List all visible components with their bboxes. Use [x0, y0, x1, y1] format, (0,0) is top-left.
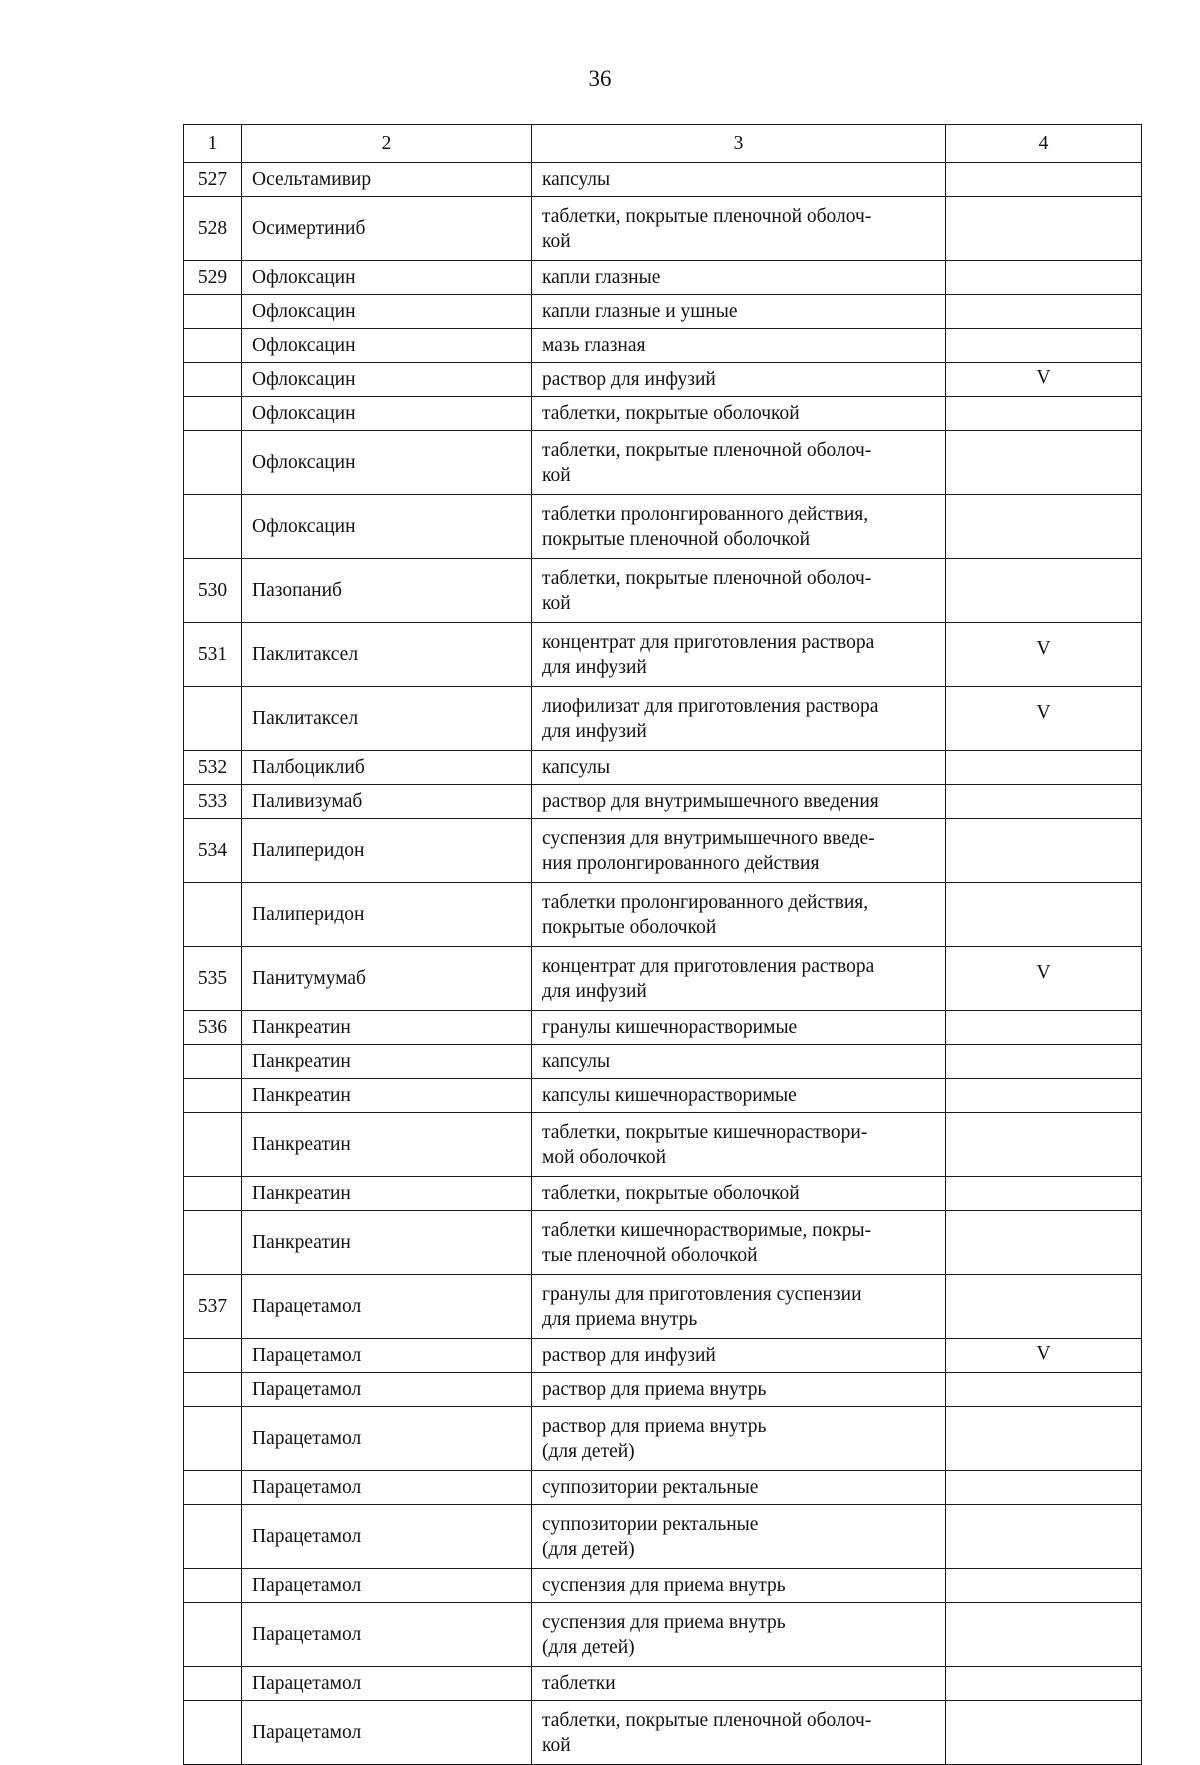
- mark-cell: [946, 1079, 1142, 1113]
- mark-cell: [946, 197, 1142, 261]
- mark-cell: V: [946, 363, 1142, 397]
- drug-name-cell: Панкреатин: [242, 1211, 532, 1275]
- table-row: [184, 785, 1142, 819]
- table-row: [184, 261, 1142, 295]
- table-body: [184, 125, 1142, 1765]
- table-row: [184, 1373, 1142, 1407]
- drug-name-cell: Панкреатин: [242, 1011, 532, 1045]
- drug-number-cell: [184, 329, 242, 363]
- table-row: [184, 495, 1142, 559]
- table-row: [184, 1667, 1142, 1701]
- dosage-form-cell: суппозитории ректальные (для детей): [532, 1505, 946, 1569]
- dosage-form-cell: капли глазные и ушные: [532, 295, 946, 329]
- mark-cell: [946, 261, 1142, 295]
- dosage-form-cell: капли глазные: [532, 261, 946, 295]
- drug-number-cell: 532: [184, 751, 242, 785]
- dosage-form-cell: таблетки, покрытые кишечнораствори- мой оболочкой: [532, 1113, 946, 1177]
- drug-number-cell: [184, 1211, 242, 1275]
- drug-number-cell: 533: [184, 785, 242, 819]
- drug-number-cell: [184, 1373, 242, 1407]
- mark-cell: [946, 397, 1142, 431]
- table-row: [184, 559, 1142, 623]
- mark-cell: [946, 1113, 1142, 1177]
- drug-name-cell: Парацетамол: [242, 1471, 532, 1505]
- table-row: [184, 623, 1142, 687]
- dosage-form-cell: таблетки, покрытые оболочкой: [532, 397, 946, 431]
- drug-number-cell: [184, 1339, 242, 1373]
- mark-cell: [946, 329, 1142, 363]
- mark-cell: [946, 495, 1142, 559]
- dosage-form-cell: раствор для внутримышечного введения: [532, 785, 946, 819]
- header-cell-name: 2: [242, 125, 532, 163]
- drug-number-cell: 529: [184, 261, 242, 295]
- mark-cell: V: [946, 947, 1142, 1011]
- mark-cell: [946, 1505, 1142, 1569]
- drug-number-cell: [184, 1177, 242, 1211]
- dosage-form-cell: таблетки, покрытые пленочной оболоч- кой: [532, 431, 946, 495]
- dosage-form-cell: раствор для инфузий: [532, 363, 946, 397]
- drug-number-cell: [184, 1701, 242, 1765]
- mark-cell: [946, 785, 1142, 819]
- drug-name-cell: Осимертиниб: [242, 197, 532, 261]
- drug-name-cell: Панкреатин: [242, 1045, 532, 1079]
- header-cell-number: 1: [184, 125, 242, 163]
- mark-cell: [946, 1407, 1142, 1471]
- table-row: [184, 329, 1142, 363]
- mark-cell: [946, 559, 1142, 623]
- drug-number-cell: [184, 1045, 242, 1079]
- drug-name-cell: Офлоксацин: [242, 295, 532, 329]
- drug-name-cell: Парацетамол: [242, 1667, 532, 1701]
- table-row: [184, 1339, 1142, 1373]
- mark-cell: [946, 1373, 1142, 1407]
- dosage-form-cell: суспензия для приема внутрь: [532, 1569, 946, 1603]
- table-row: [184, 1079, 1142, 1113]
- dosage-form-cell: лиофилизат для приготовления раствора для инфузий: [532, 687, 946, 751]
- mark-cell: [946, 1275, 1142, 1339]
- drug-name-cell: Офлоксацин: [242, 431, 532, 495]
- mark-cell: [946, 819, 1142, 883]
- drug-number-cell: 535: [184, 947, 242, 1011]
- dosage-form-cell: концентрат для приготовления раствора для инфузий: [532, 947, 946, 1011]
- table-row: [184, 363, 1142, 397]
- drug-number-cell: [184, 397, 242, 431]
- drug-number-cell: [184, 431, 242, 495]
- mark-cell: V: [946, 1339, 1142, 1373]
- drug-name-cell: Паклитаксел: [242, 687, 532, 751]
- dosage-form-cell: капсулы: [532, 1045, 946, 1079]
- drug-name-cell: Парацетамол: [242, 1275, 532, 1339]
- drug-number-cell: [184, 1113, 242, 1177]
- mark-cell: [946, 1603, 1142, 1667]
- dosage-form-cell: раствор для приема внутрь: [532, 1373, 946, 1407]
- mark-cell: [946, 1211, 1142, 1275]
- table-row: [184, 1603, 1142, 1667]
- drug-number-cell: 531: [184, 623, 242, 687]
- table-row: [184, 397, 1142, 431]
- mark-cell: [946, 1701, 1142, 1765]
- drug-name-cell: Офлоксацин: [242, 495, 532, 559]
- drug-number-cell: 537: [184, 1275, 242, 1339]
- mark-cell: [946, 1011, 1142, 1045]
- drug-name-cell: Панкреатин: [242, 1177, 532, 1211]
- drug-name-cell: Офлоксацин: [242, 363, 532, 397]
- table-row: [184, 1113, 1142, 1177]
- drug-name-cell: Парацетамол: [242, 1373, 532, 1407]
- drug-number-cell: 536: [184, 1011, 242, 1045]
- table-row: [184, 751, 1142, 785]
- table-row: [184, 947, 1142, 1011]
- drug-name-cell: Палбоциклиб: [242, 751, 532, 785]
- table-row: [184, 1407, 1142, 1471]
- drug-number-cell: [184, 1471, 242, 1505]
- mark-cell: [946, 1667, 1142, 1701]
- drug-number-cell: [184, 295, 242, 329]
- mark-cell: [946, 1177, 1142, 1211]
- dosage-form-cell: капсулы: [532, 163, 946, 197]
- mark-cell: [946, 751, 1142, 785]
- table-row: [184, 295, 1142, 329]
- mark-cell: [946, 1569, 1142, 1603]
- drug-number-cell: [184, 1667, 242, 1701]
- mark-cell: [946, 163, 1142, 197]
- mark-cell: [946, 431, 1142, 495]
- dosage-form-cell: таблетки, покрытые пленочной оболоч- кой: [532, 197, 946, 261]
- dosage-form-cell: таблетки: [532, 1667, 946, 1701]
- table-row: [184, 163, 1142, 197]
- dosage-form-cell: таблетки, покрытые пленочной оболоч- кой: [532, 1701, 946, 1765]
- drug-name-cell: Офлоксацин: [242, 261, 532, 295]
- drug-name-cell: Паливизумаб: [242, 785, 532, 819]
- dosage-form-cell: суспензия для внутримышечного введе- ния пролонгированного действия: [532, 819, 946, 883]
- dosage-form-cell: суппозитории ректальные: [532, 1471, 946, 1505]
- drug-name-cell: Офлоксацин: [242, 397, 532, 431]
- table-row: [184, 1275, 1142, 1339]
- dosage-form-cell: раствор для приема внутрь (для детей): [532, 1407, 946, 1471]
- dosage-form-cell: мазь глазная: [532, 329, 946, 363]
- header-cell-mark: 4: [946, 125, 1142, 163]
- drug-number-cell: [184, 1603, 242, 1667]
- table-row: [184, 197, 1142, 261]
- mark-cell: [946, 295, 1142, 329]
- drug-name-cell: Парацетамол: [242, 1505, 532, 1569]
- mark-cell: [946, 883, 1142, 947]
- drug-name-cell: Пазопаниб: [242, 559, 532, 623]
- dosage-form-cell: таблетки, покрытые оболочкой: [532, 1177, 946, 1211]
- drug-table: [183, 124, 1142, 1765]
- drug-number-cell: 527: [184, 163, 242, 197]
- drug-number-cell: [184, 1407, 242, 1471]
- drug-name-cell: Паклитаксел: [242, 623, 532, 687]
- drug-name-cell: Парацетамол: [242, 1701, 532, 1765]
- drug-name-cell: Парацетамол: [242, 1603, 532, 1667]
- drug-number-cell: 534: [184, 819, 242, 883]
- mark-cell: V: [946, 687, 1142, 751]
- drug-number-cell: [184, 883, 242, 947]
- drug-name-cell: Парацетамол: [242, 1569, 532, 1603]
- dosage-form-cell: капсулы кишечнорастворимые: [532, 1079, 946, 1113]
- drug-number-cell: [184, 687, 242, 751]
- dosage-form-cell: гранулы для приготовления суспензии для приема внутрь: [532, 1275, 946, 1339]
- dosage-form-cell: таблетки, покрытые пленочной оболоч- кой: [532, 559, 946, 623]
- drug-number-cell: [184, 1079, 242, 1113]
- table-row: [184, 1569, 1142, 1603]
- table-row: [184, 1011, 1142, 1045]
- dosage-form-cell: таблетки кишечнорастворимые, покры- тые пленочной оболочкой: [532, 1211, 946, 1275]
- dosage-form-cell: капсулы: [532, 751, 946, 785]
- drug-number-cell: [184, 1569, 242, 1603]
- dosage-form-cell: таблетки пролонгированного действия, покрытые пленочной оболочкой: [532, 495, 946, 559]
- table-row: [184, 1045, 1142, 1079]
- drug-number-cell: [184, 495, 242, 559]
- drug-name-cell: Палиперидон: [242, 819, 532, 883]
- page-number: 36: [588, 66, 612, 91]
- table-row: [184, 1505, 1142, 1569]
- drug-number-cell: 528: [184, 197, 242, 261]
- drug-name-cell: Палиперидон: [242, 883, 532, 947]
- mark-cell: [946, 1045, 1142, 1079]
- table-row: [184, 1471, 1142, 1505]
- dosage-form-cell: суспензия для приема внутрь (для детей): [532, 1603, 946, 1667]
- dosage-form-cell: таблетки пролонгированного действия, покрытые оболочкой: [532, 883, 946, 947]
- drug-name-cell: Парацетамол: [242, 1339, 532, 1373]
- drug-name-cell: Осельтамивир: [242, 163, 532, 197]
- table-row: [184, 1701, 1142, 1765]
- table-row: [184, 1211, 1142, 1275]
- drug-number-cell: [184, 363, 242, 397]
- drug-number-cell: [184, 1505, 242, 1569]
- mark-cell: V: [946, 623, 1142, 687]
- drug-number-cell: 530: [184, 559, 242, 623]
- table-row: [184, 883, 1142, 947]
- drug-name-cell: Офлоксацин: [242, 329, 532, 363]
- drug-name-cell: Панкреатин: [242, 1079, 532, 1113]
- header-cell-form: 3: [532, 125, 946, 163]
- table-row: [184, 687, 1142, 751]
- table-row: [184, 819, 1142, 883]
- table-header-row: [184, 125, 1142, 163]
- drug-name-cell: Парацетамол: [242, 1407, 532, 1471]
- drug-name-cell: Панкреатин: [242, 1113, 532, 1177]
- dosage-form-cell: раствор для инфузий: [532, 1339, 946, 1373]
- dosage-form-cell: гранулы кишечнорастворимые: [532, 1011, 946, 1045]
- drug-name-cell: Панитумумаб: [242, 947, 532, 1011]
- dosage-form-cell: концентрат для приготовления раствора для инфузий: [532, 623, 946, 687]
- mark-cell: [946, 1471, 1142, 1505]
- table-row: [184, 431, 1142, 495]
- table-row: [184, 1177, 1142, 1211]
